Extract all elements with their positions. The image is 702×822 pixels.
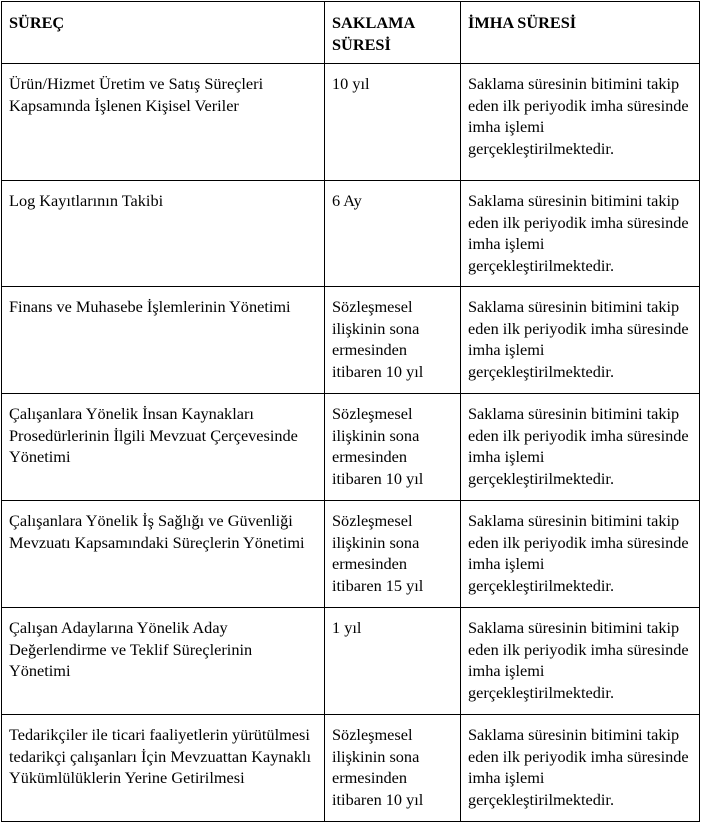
process-cell: Ürün/Hizmet Üretim ve Satış Süreçleri Kapsamında İşlenen Kişisel Veriler	[2, 64, 325, 181]
retention-cell: Sözleşmesel ilişkinin sona ermesinden itibaren 10 yıl	[325, 394, 461, 501]
destruction-cell: Saklama süresinin bitimini takip eden ilk periyodik imha süresinde imha işlemi gerçekleştirilmektedir.	[461, 501, 700, 608]
retention-cell: Sözleşmesel ilişkinin sona ermesinden itibaren 10 yıl	[325, 715, 461, 822]
table-header-row	[2, 2, 700, 64]
header-process: SÜREÇ	[2, 2, 325, 64]
table-row	[2, 501, 700, 608]
destruction-cell: Saklama süresinin bitimini takip eden ilk periyodik imha süresinde imha işlemi gerçekleştirilmektedir.	[461, 715, 700, 822]
table-row	[2, 394, 700, 501]
process-cell: Tedarikçiler ile ticari faaliyetlerin yürütülmesi tedarikçi çalışanları İçin Mevzuattan Kaynaklı Yükümlülüklerin Yerine Getirilmesi	[2, 715, 325, 822]
destruction-cell: Saklama süresinin bitimini takip eden ilk periyodik imha süresinde imha işlemi gerçekleştirilmektedir.	[461, 394, 700, 501]
header-destruction: İMHA SÜRESİ	[461, 2, 700, 64]
retention-cell: 6 Ay	[325, 181, 461, 287]
retention-table	[1, 1, 700, 822]
retention-cell: Sözleşmesel ilişkinin sona ermesinden itibaren 10 yıl	[325, 287, 461, 394]
table-row	[2, 64, 700, 181]
table-row	[2, 715, 700, 822]
table-row	[2, 181, 700, 287]
destruction-cell: Saklama süresinin bitimini takip eden ilk periyodik imha süresinde imha işlemi gerçekleştirilmektedir.	[461, 287, 700, 394]
process-cell: Çalışanlara Yönelik İş Sağlığı ve Güvenliği Mevzuatı Kapsamındaki Süreçlerin Yönetimi	[2, 501, 325, 608]
process-cell: Log Kayıtlarının Takibi	[2, 181, 325, 287]
process-cell: Finans ve Muhasebe İşlemlerinin Yönetimi	[2, 287, 325, 394]
process-cell: Çalışan Adaylarına Yönelik Aday Değerlendirme ve Teklif Süreçlerinin Yönetimi	[2, 608, 325, 715]
retention-cell: Sözleşmesel ilişkinin sona ermesinden itibaren 15 yıl	[325, 501, 461, 608]
header-retention: SAKLAMA SÜRESİ	[325, 2, 461, 64]
destruction-cell: Saklama süresinin bitimini takip eden ilk periyodik imha süresinde imha işlemi gerçekleştirilmektedir.	[461, 181, 700, 287]
table-row	[2, 287, 700, 394]
process-cell: Çalışanlara Yönelik İnsan Kaynakları Prosedürlerinin İlgili Mevzuat Çerçevesinde Yönetimi	[2, 394, 325, 501]
table-row	[2, 608, 700, 715]
retention-cell: 1 yıl	[325, 608, 461, 715]
destruction-cell: Saklama süresinin bitimini takip eden ilk periyodik imha süresinde imha işlemi gerçekleştirilmektedir.	[461, 64, 700, 181]
destruction-cell: Saklama süresinin bitimini takip eden ilk periyodik imha süresinde imha işlemi gerçekleştirilmektedir.	[461, 608, 700, 715]
retention-cell: 10 yıl	[325, 64, 461, 181]
